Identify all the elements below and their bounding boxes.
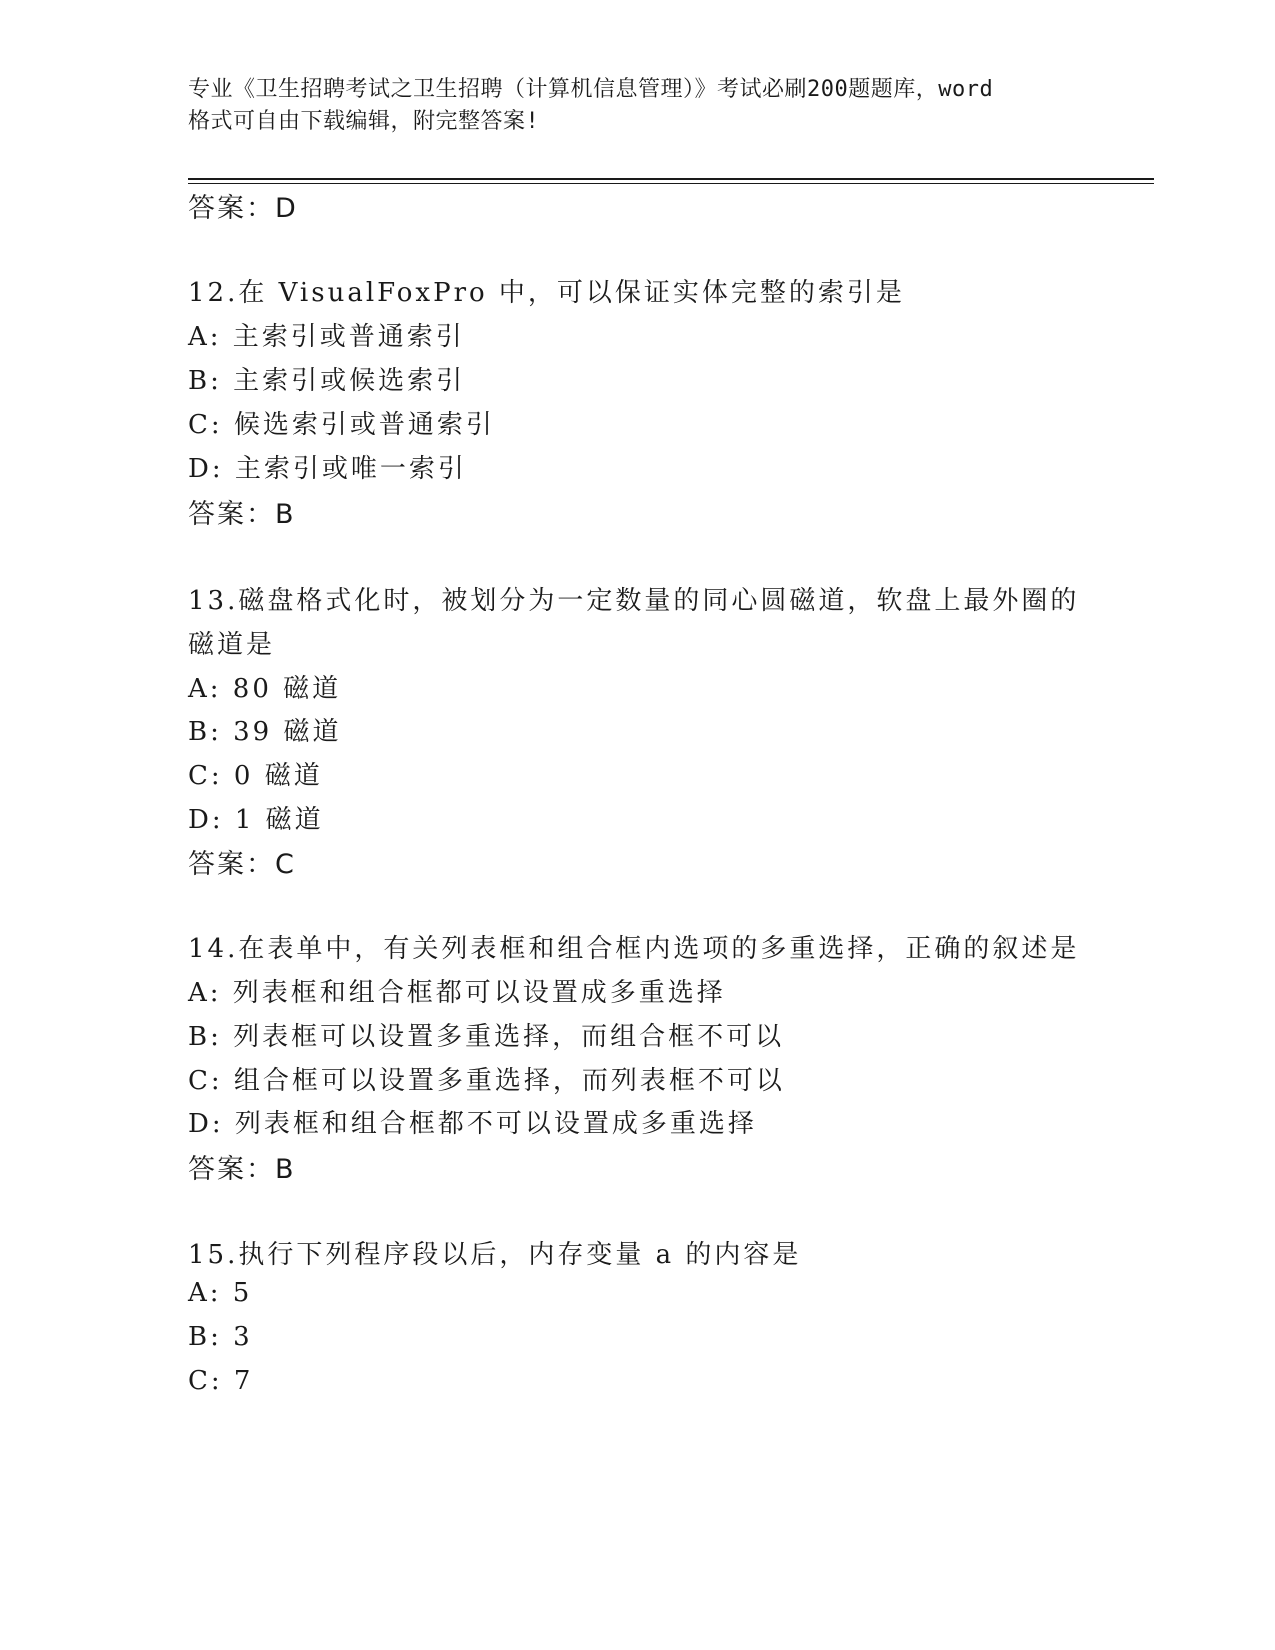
q14-option-c: C: 组合框可以设置多重选择，而列表框不可以 (188, 1066, 785, 1096)
header-line-1: 专业《卫生招聘考试之卫生招聘（计算机信息管理）》考试必刷200题题库，word (188, 77, 994, 102)
question-12: 12.在 VisualFoxPro 中，可以保证实体完整的索引是 (188, 278, 905, 308)
q13-option-d: D: 1 磁道 (188, 805, 324, 835)
q13-option-b: B: 39 磁道 (188, 717, 342, 747)
document-header (188, 74, 1088, 138)
header-divider-thin (188, 183, 1154, 184)
q13-option-c: C: 0 磁道 (188, 761, 323, 791)
question-13: 13.磁盘格式化时，被划分为一定数量的同心圆磁道，软盘上最外圈的 (188, 586, 1080, 616)
question-13-cont: 磁道是 (188, 630, 276, 660)
q15-option-c: C: 7 (188, 1366, 254, 1396)
q12-option-c: C: 候选索引或普通索引 (188, 410, 495, 440)
q12-option-a: A: 主索引或普通索引 (188, 322, 465, 352)
question-14: 14.在表单中，有关列表框和组合框内选项的多重选择，正确的叙述是 (188, 934, 1080, 964)
q14-option-d: D: 列表框和组合框都不可以设置成多重选择 (188, 1109, 757, 1139)
q14-option-b: B: 列表框可以设置多重选择，而组合框不可以 (188, 1022, 785, 1052)
q15-option-a: A: 5 (188, 1278, 253, 1308)
q12-answer: 答案：B (188, 499, 296, 530)
q13-option-a: A: 80 磁道 (188, 674, 342, 704)
q14-option-a: A: 列表框和组合框都可以设置成多重选择 (188, 978, 726, 1008)
q13-answer: 答案：C (188, 849, 296, 880)
answer-previous: 答案：D (188, 193, 298, 224)
q12-option-b: B: 主索引或候选索引 (188, 366, 466, 396)
header-line-2: 格式可自由下载编辑，附完整答案! (188, 109, 540, 134)
header-divider (188, 178, 1154, 180)
q14-answer: 答案：B (188, 1154, 296, 1185)
q15-option-b: B: 3 (188, 1322, 253, 1352)
question-15: 15.执行下列程序段以后，内存变量 a 的内容是 (188, 1240, 802, 1270)
q12-option-d: D: 主索引或唯一索引 (188, 454, 467, 484)
